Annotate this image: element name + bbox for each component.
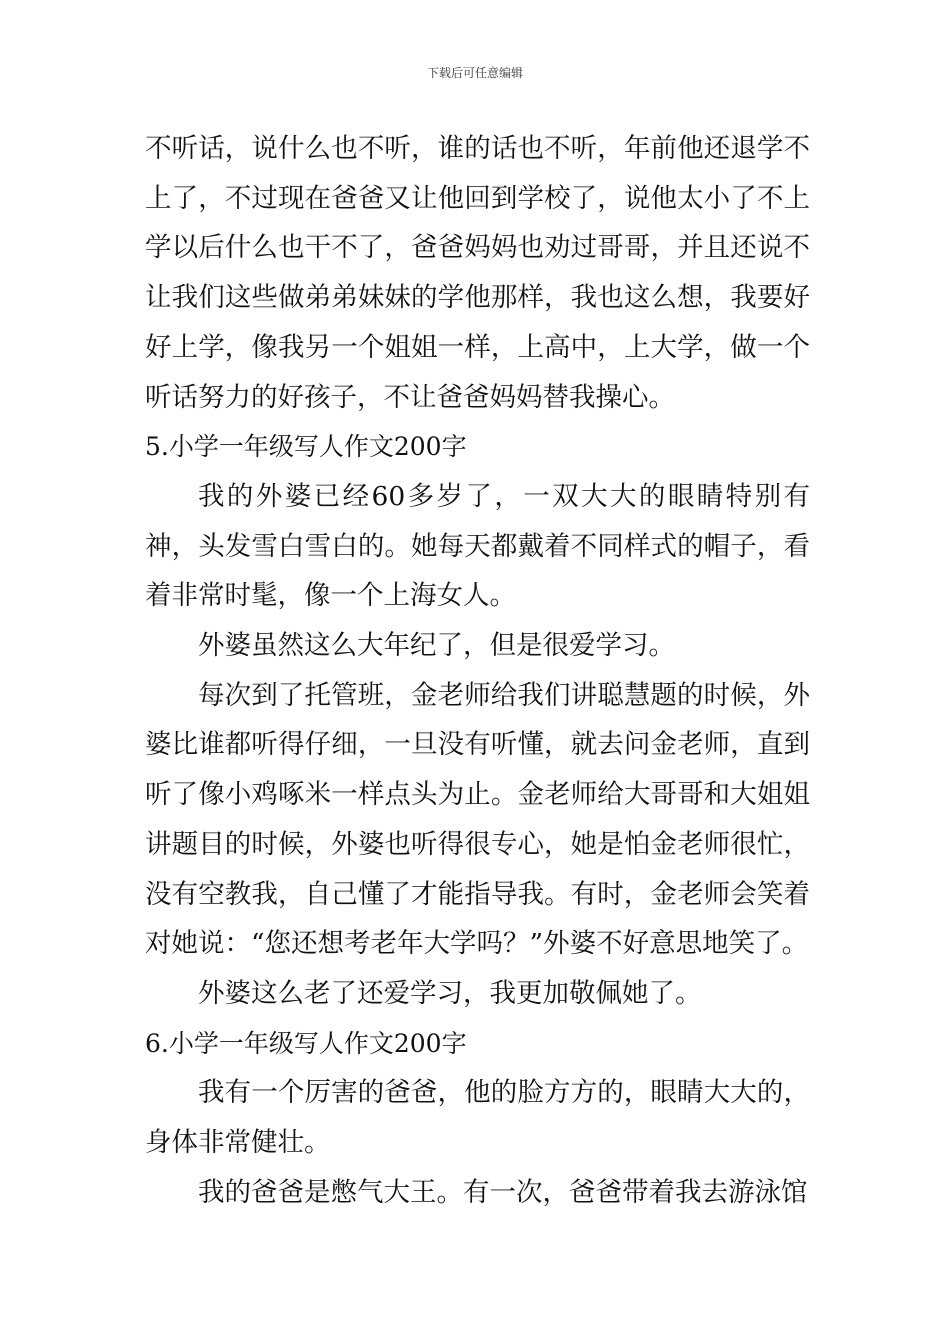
- paragraph: 我的外婆已经60多岁了，一双大大的眼睛特别有神，头发雪白雪白的。她每天都戴着不同样式的帽子，看着非常时髦，像一个上海女人。: [145, 480, 810, 612]
- section-heading-5: 5.小学一年级写人作文200字: [145, 432, 467, 462]
- section-heading-6: 6.小学一年级写人作文200字: [145, 1028, 467, 1058]
- paragraph: 外婆这么老了还爱学习，我更加敬佩她了。: [198, 977, 702, 1009]
- paragraph: 我有一个厉害的爸爸，他的脸方方的，眼睛大大的，身体非常健壮。: [145, 1077, 810, 1159]
- paragraph: 每次到了托管班，金老师给我们讲聪慧题的时候，外婆比谁都听得仔细，一旦没有听懂，就去问金老师，直到听了像小鸡啄米一样点头为止。金老师给大哥哥和大姐姐讲题目的时候，外婆也听得很专心，她是怕金老师很忙，没有空教我，自己懂了才能指导我。有时，金老师会笑着对她说：“您还想考老年大学吗？”外婆不好意思地笑了。: [145, 679, 810, 960]
- paragraph: 外婆虽然这么大年纪了，但是很爱学习。: [198, 630, 675, 662]
- document-body: [145, 124, 810, 1217]
- paragraph-continuation: 不听话，说什么也不听，谁的话也不听，年前他还退学不上了，不过现在爸爸又让他回到学校了，说他太小了不上学以后什么也干不了，爸爸妈妈也劝过哥哥，并且还说不让我们这些做弟弟妹妹的学他那样，我也这么想，我要好好上学，像我另一个姐姐一样，上高中，上大学，做一个听话努力的好孩子，不让爸爸妈妈替我操心。: [145, 133, 810, 413]
- page-header-note: 下载后可任意编辑: [426, 66, 523, 80]
- paragraph: 我的爸爸是憋气大王。有一次，爸爸带着我去游泳馆: [198, 1176, 808, 1208]
